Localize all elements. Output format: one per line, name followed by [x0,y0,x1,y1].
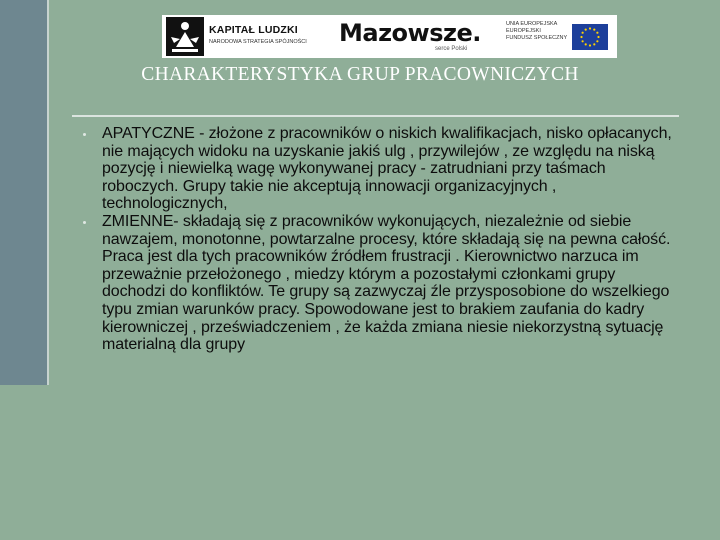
eu-logo-text [506,21,568,42]
eu-flag-icon [572,24,608,50]
bullet-list [78,125,673,354]
bullet-text: APATYCZNE - złożone z pracowników o niskich kwalifikacjach, nisko opłacanych, nie mających widoku na uzyskanie jakiś ulg , przywilejów , ze względu na niską pozycję i niewielką wagę wykonywanej pracy - zatrudniani przy taśmach roboczych. Grupy takie nie akceptują innowacji organizacyjnych , technologicznych, [102,125,672,213]
logo-banner [162,15,617,58]
eu-line-2: EUROPEJSKI [506,28,541,34]
bullet-dot-icon [83,133,86,136]
left-accent-bar [0,0,47,385]
bullet-item-apatyczne [78,125,673,213]
slide-title: CHARAKTERYSTYKA GRUP PRACOWNICZYCH [141,64,579,85]
bullet-dot-icon [83,221,86,224]
kapital-ludzki-subtitle: NARODOWA STRATEGIA SPÓJNOŚCI [209,39,307,45]
eu-line-3: FUNDUSZ SPOŁECZNY [506,35,568,41]
mazowsze-logo-text: Mazowsze. [339,19,481,47]
eu-line-1: UNIA EUROPEJSKA [506,21,558,27]
bullet-item-zmienne [78,213,673,354]
mazowsze-tagline: serce Polski [435,46,468,52]
left-accent-bar-edge [47,0,49,385]
title-divider [72,115,679,117]
bullet-text: ZMIENNE- składają się z pracowników wykonujących, niezależnie od siebie nawzajem, monotonne, powtarzalne procesy, które składają się na pewna całość. Praca jest dla tych pracowników źródłem frustracji . Kierownictwo narzuca im przeważnie przełożonego , miedzy którym a pozostałymi członkami grupy dochodzi do konfliktów. Te grupy są zazwyczaj źle przysposobione do wszelkiego typu zmian warunków pracy. Spowodowane jest to brakiem zaufania do kadry kierowniczej , przeświadczeniem , że każda zmiana niesie niekorzystną sytuację materialną dla grupy [102,212,671,354]
kapital-ludzki-title: KAPITAŁ LUDZKI [209,24,298,36]
kapital-ludzki-emblem-icon [166,17,204,56]
